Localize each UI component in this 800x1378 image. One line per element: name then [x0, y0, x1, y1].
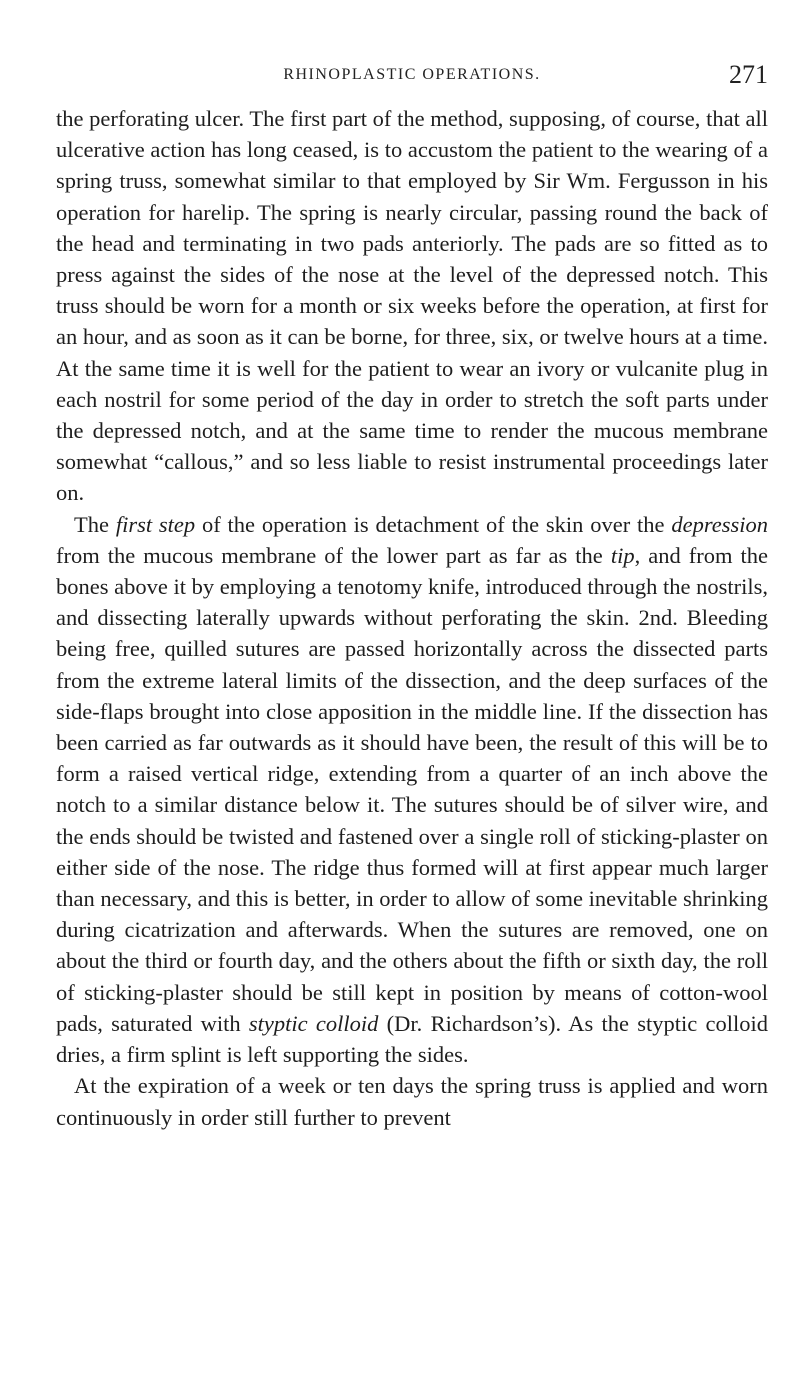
text-segment: , and from the bones above it by employing a tenotomy knife, introduced through the nostrils, and dissecting laterally upwards without perforating the skin. 2nd. Bleeding being free, quilled sutures are passed horizontally across the dissected parts from the extreme lateral limits of the dissection, and the deep surfaces of the side-flaps brought into close apposition in the middle line. If the dissection has been carried as far outwards as it should have been, the result of this will be to form a raised vertical ridge, extending from a quarter of an inch above the notch to a similar distance below it. The sutures should be of silver wire, and the ends should be twisted and fastened over a single roll of sticking-plaster on either side of the nose. The ridge thus formed will at first appear much larger than necessary, and this is better, in order to allow of some inevitable shrinking during cicatrization and afterwards. When the sutures are removed, one on about the third or fourth day, and the others about the fifth or sixth day, the roll of sticking-plaster should be still kept in position by means of cotton-wool pads, saturated with: [56, 542, 768, 1036]
running-head: [56, 60, 768, 100]
text-segment: The: [74, 511, 116, 537]
page-number: 271: [729, 60, 768, 89]
text-segment: of the operation is detachment of the skin over the: [195, 511, 672, 537]
text-segment: At the expiration of a week or ten days the spring truss is applied and worn continuously in order still further to prevent: [56, 1073, 768, 1130]
italic-term-styptic-colloid: styptic colloid: [248, 1010, 379, 1036]
paragraph-2: [56, 509, 768, 1071]
running-title: RHINOPLASTIC OPERATIONS.: [283, 66, 541, 83]
text-segment: the perforating ulcer. The first part of the method, supposing, of course, that all ulcerative action has long ceased, is to accustom the patient to the wearing of a spring truss, somewhat similar to that employed by Sir Wm. Fergusson in his operation for harelip. The spring is nearly circular, passing round the back of the head and terminating in two pads anteriorly. The pads are so fitted as to press against the sides of the nose at the level of the depressed notch. This truss should be worn for a month or six weeks before the operation, at first for an hour, and as soon as it can be borne, for three, six, or twelve hours at a time. At the same time it is well for the patient to wear an ivory or vulcanite plug in each nostril for some period of the day in order to stretch the soft parts under the depressed notch, and at the same time to render the mucous membrane somewhat “callous,” and so less liable to resist instrumental proceedings later on.: [56, 106, 769, 506]
italic-term-depression: depression: [671, 511, 768, 537]
paragraph-3: [56, 1070, 768, 1132]
italic-term-tip: tip: [610, 542, 635, 568]
paragraph-1: [56, 103, 768, 509]
text-segment: from the mucous membrane of the lower part as far as the: [56, 542, 611, 568]
text-segment: (Dr. Richardson’s). As the styptic colloid dries, a firm splint is left supporting the sides.: [56, 1010, 768, 1068]
italic-term-first-step: first step: [115, 511, 196, 537]
body-text: [56, 103, 768, 1133]
